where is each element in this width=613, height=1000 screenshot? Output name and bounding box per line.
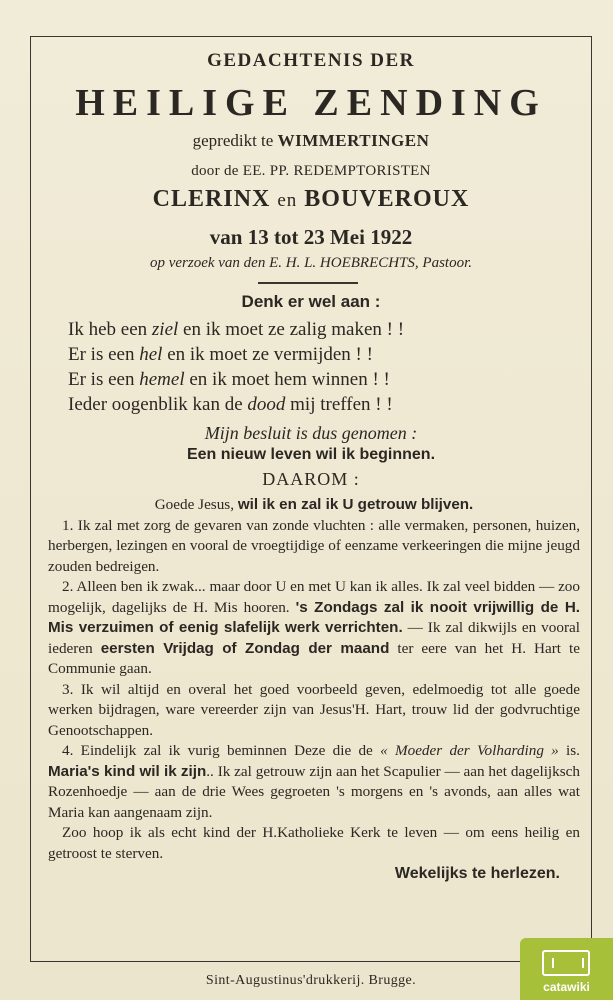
goede-b: wil ik en zal ik U getrouw blijven.: [237, 496, 474, 513]
verse-1-a: Ik heb een: [68, 319, 152, 340]
goede-jesus-line: [48, 495, 580, 516]
name-en: en: [277, 190, 298, 211]
resolution-2: [48, 577, 580, 680]
denk-heading: Denk er wel aan :: [241, 292, 381, 311]
verse-4-em: dood: [247, 394, 286, 415]
nieuw-leven-line: Een nieuw leven wil ik beginnen.: [186, 446, 436, 463]
verse-2-a: Er is een: [68, 344, 140, 365]
watermark-text: catawiki: [543, 980, 590, 994]
line3-place: WIMMERTINGEN: [277, 131, 430, 150]
name-bouveroux: BOUVEROUX: [304, 186, 470, 212]
res4-b: « Moeder der Volharding »: [380, 742, 559, 759]
verse-4: [68, 394, 393, 416]
verse-3-a: Er is een: [68, 369, 140, 390]
verse-1: [68, 319, 404, 341]
header-dates: van 13 tot 23 Mei 1922: [209, 225, 413, 249]
closing-line: Wekelijks te herlezen.: [394, 865, 560, 882]
divider: [258, 282, 358, 284]
verse-4-b: mij treffen ! !: [285, 394, 393, 415]
catawiki-logo-icon: [542, 950, 590, 976]
name-clerinx: CLERINX: [152, 186, 271, 212]
verse-4-a: Ieder oogenblik kan de: [68, 394, 248, 415]
verse-2-em: hel: [139, 344, 163, 365]
verse-2-b: en ik moet ze vermijden ! !: [162, 344, 373, 365]
res4-e: .. Ik zal getrouw zijn aan het Scapulier — aan het dagelijksch Rozenhoedje — aan de drie Wees gegroeten 's morgens en 's avonds, aan alles wat Maria kan aangenaam zijn.: [48, 762, 580, 821]
resolution-5: Zoo hoop ik als echt kind der H.Katholieke Kerk te leven — om eens heilig en getroost te sterven.: [48, 824, 580, 862]
besluit-line: Mijn besluit is dus genomen :: [204, 423, 418, 443]
header-title: HEILIGE ZENDING: [75, 82, 547, 124]
header-names: [30, 186, 592, 213]
resolution-4: [48, 741, 580, 823]
res4-c: is.: [558, 742, 580, 759]
header-request: op verzoek van den E. H. L. HOEBRECHTS, Pastoor.: [149, 255, 473, 271]
line3-prefix: gepredikt te: [192, 131, 274, 150]
header-line-3: [30, 131, 592, 151]
res2-b: 's Zondags zal ik nooit vrijwillig de H. Mis verzuimen of eenig slafelijk werk verrichten.: [48, 598, 581, 636]
resolution-1: 1. Ik zal met zorg de gevaren van zonde vluchten : alle vermaken, personen, huizen, herbergen, lezingen en vooral de vroegtijdige of eenzame verkeeringen die mijne jeugd zouden bedreigen.: [48, 516, 580, 575]
res2-d: eersten Vrijdag of Zondag der maand: [100, 639, 390, 657]
verse-3-b: en ik moet hem winnen ! !: [184, 369, 390, 390]
header-line-4: door de EE. PP. REDEMPTORISTEN: [191, 163, 431, 179]
res2-e: ter eere van het H. Hart te Communie gaan.: [48, 639, 581, 677]
resolutions-body: [48, 495, 580, 885]
printer-footer: Sint-Augustinus'drukkerij. Brugge.: [205, 973, 417, 988]
res4-d: Maria's kind wil ik zijn: [48, 762, 207, 780]
daarom-heading: DAAROM :: [262, 469, 360, 489]
res4-a: 4. Eindelijk zal ik vurig beminnen Deze die de: [62, 742, 381, 759]
verse-1-b: en ik moet ze zalig maken ! !: [178, 319, 405, 340]
res2-c: — Ik zal dikwijls en vooral iederen: [48, 619, 580, 657]
goede-a: Goede Jesus,: [154, 496, 238, 513]
verse-1-em: ziel: [151, 319, 179, 340]
verse-2: [68, 344, 373, 366]
resolution-3: 3. Ik wil altijd en overal het goed voorbeeld geven, edelmoedig tot alle goede werken bijdragen, ware vereerder zijn van Jesus'H. Hart, trouw lid der godvruchtige Genootschappen.: [48, 680, 580, 739]
res2-a: 2. Alleen ben ik zwak... maar door U en met U kan ik alles. Ik zal veel bidden — zoo mogelijk, dagelijks de H. Mis hooren.: [48, 578, 580, 616]
verse-3: [68, 369, 390, 391]
header-line-1: GEDACHTENIS DER: [207, 50, 415, 71]
catawiki-watermark: [520, 938, 613, 1000]
verse-3-em: hemel: [139, 369, 185, 390]
